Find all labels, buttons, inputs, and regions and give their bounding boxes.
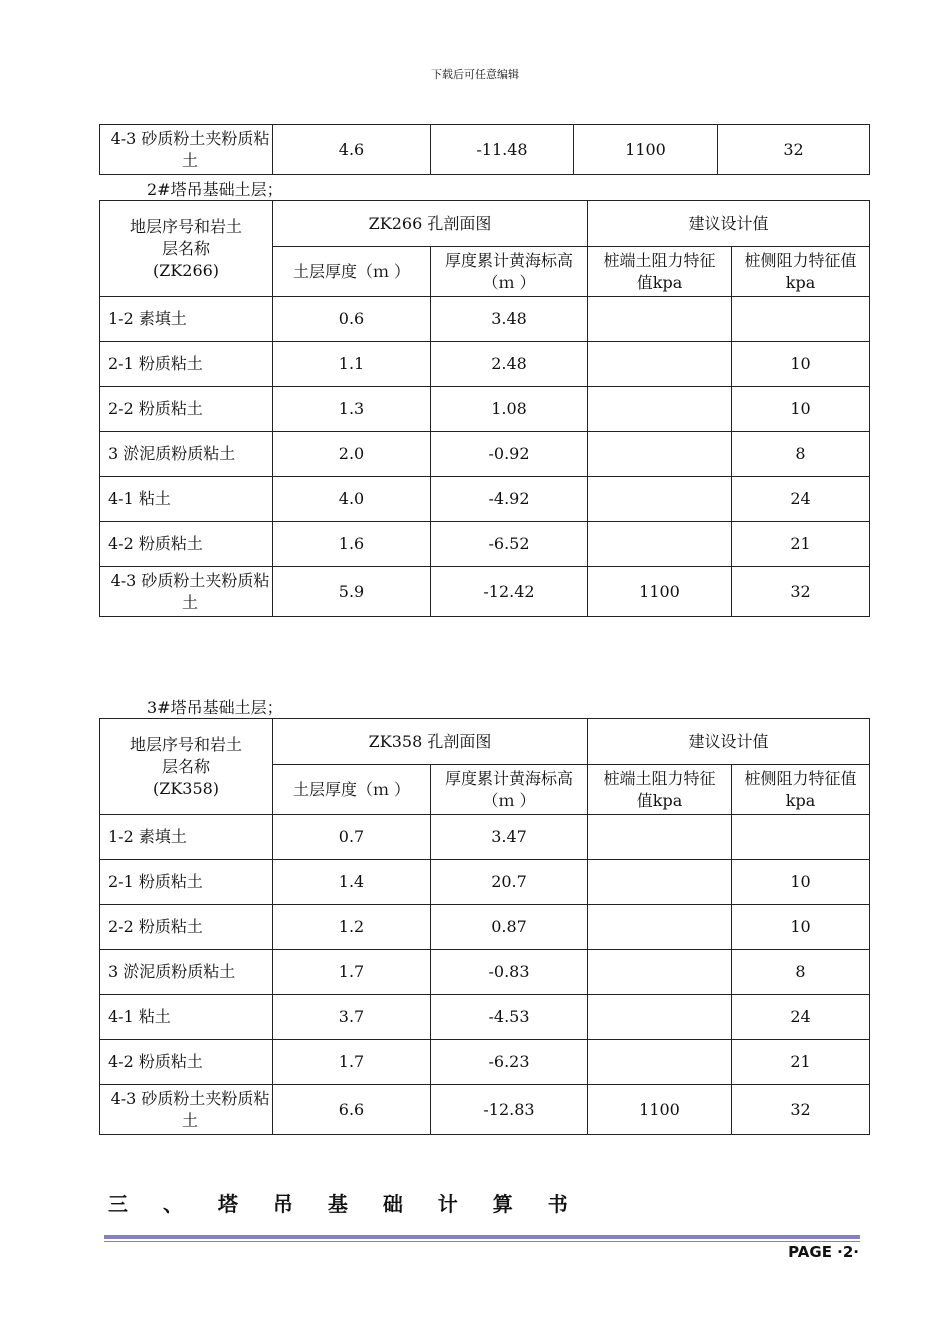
page-number: PAGE ·2· [788,1243,859,1261]
sub-head: 桩端土阻力特征值kpa [588,247,732,297]
table-row [100,477,870,522]
table-cell: 1-2 素填土 [100,815,273,860]
table-cell: -4.53 [431,995,588,1040]
table-row [100,297,870,342]
table-cell: 1.08 [431,387,588,432]
table-cell [588,477,732,522]
soil-table-2 [99,200,870,617]
table-cell: 24 [732,477,870,522]
table-cell: 10 [732,905,870,950]
table-cell: 4.0 [273,477,431,522]
table-cell: 20.7 [431,860,588,905]
table-cell: 1100 [574,125,718,175]
table-cell [588,297,732,342]
table-cell: 3 淤泥质粉质粘土 [100,950,273,995]
table-row [100,950,870,995]
footer-rule-thin [104,1241,860,1242]
table-cell [588,995,732,1040]
top-table [99,124,870,175]
table-cell: 4-1 粘土 [100,477,273,522]
table-cell: 1100 [588,1085,732,1135]
col-head-profile: ZK358 孔剖面图 [273,719,588,765]
table-cell [588,860,732,905]
table-cell: 2-2 粉质粘土 [100,387,273,432]
table-cell [588,387,732,432]
table-row [100,342,870,387]
table-cell: 3.7 [273,995,431,1040]
table-cell: 10 [732,342,870,387]
table-cell: 4.6 [273,125,431,175]
table2-caption: 2#塔吊基础土层； [147,180,283,199]
table-cell: 4-3 砂质粉土夹粉质粘土 [100,125,273,175]
table-cell: 32 [718,125,870,175]
table-cell [588,905,732,950]
table-cell: 1.3 [273,387,431,432]
sub-head: 土层厚度（ｍ ） [273,247,431,297]
col-head-design: 建议设计值 [588,719,870,765]
table-cell: 0.87 [431,905,588,950]
table-cell: 8 [732,950,870,995]
table-cell: 32 [732,1085,870,1135]
soil-table-3 [99,718,870,1135]
table-cell: 1.2 [273,905,431,950]
table-cell: 2.48 [431,342,588,387]
table-cell: 21 [732,522,870,567]
table-row [100,387,870,432]
table-cell: -6.52 [431,522,588,567]
table-cell: 21 [732,1040,870,1085]
table-cell: -12.83 [431,1085,588,1135]
sub-head: 厚度累计黄海标高（ｍ ） [431,765,588,815]
table-cell: 0.7 [273,815,431,860]
col-head-layer: 地层序号和岩土层名称(ZK266) [100,201,273,297]
table-cell: 8 [732,432,870,477]
table-cell: 1100 [588,567,732,617]
table-cell: 3.47 [431,815,588,860]
table-cell [588,950,732,995]
table3-caption: 3#塔吊基础土层； [147,698,283,717]
table-row [100,1040,870,1085]
table-cell [588,1040,732,1085]
table-cell: 5.9 [273,567,431,617]
table-cell: -11.48 [431,125,574,175]
sub-head: 厚度累计黄海标高（ｍ ） [431,247,588,297]
table-cell: 6.6 [273,1085,431,1135]
table-cell [732,297,870,342]
table-cell: 10 [732,387,870,432]
table-cell: 4-1 粘土 [100,995,273,1040]
table-row [100,125,870,175]
table-cell: -6.23 [431,1040,588,1085]
table-cell [732,815,870,860]
table-cell: 2-2 粉质粘土 [100,905,273,950]
table-cell: 1-2 素填土 [100,297,273,342]
col-head-design: 建议设计值 [588,201,870,247]
section-title: 三 、 塔 吊 基 础 计 算 书 [108,1192,582,1216]
sub-head: 土层厚度（ｍ ） [273,765,431,815]
table-cell: 0.6 [273,297,431,342]
table-cell: 3 淤泥质粉质粘土 [100,432,273,477]
sub-head: 桩端土阻力特征值kpa [588,765,732,815]
table-cell: 3.48 [431,297,588,342]
table-row [100,567,870,617]
table-cell: 24 [732,995,870,1040]
col-head-profile: ZK266 孔剖面图 [273,201,588,247]
table-cell: 2-1 粉质粘土 [100,860,273,905]
table-row [100,1085,870,1135]
table-cell [588,815,732,860]
table-row [100,995,870,1040]
table-cell [588,522,732,567]
page-header: 下载后可任意编辑 [431,68,519,81]
table-cell: 10 [732,860,870,905]
table-cell: 2.0 [273,432,431,477]
table-cell: 32 [732,567,870,617]
table-cell: 1.7 [273,1040,431,1085]
table-row [100,905,870,950]
table-cell [588,432,732,477]
table-row [100,815,870,860]
table-cell: -4.92 [431,477,588,522]
sub-head: 桩侧阻力特征值kpa [732,765,870,815]
table-row [100,432,870,477]
table-cell: 4-3 砂质粉土夹粉质粘土 [100,1085,273,1135]
table-cell: 1.6 [273,522,431,567]
table-cell: 1.4 [273,860,431,905]
table-cell: 4-2 粉质粘土 [100,522,273,567]
table-cell: 4-2 粉质粘土 [100,1040,273,1085]
sub-head: 桩侧阻力特征值kpa [732,247,870,297]
table-row [100,860,870,905]
col-head-layer: 地层序号和岩土层名称(ZK358) [100,719,273,815]
table-cell: -0.92 [431,432,588,477]
table-cell: 2-1 粉质粘土 [100,342,273,387]
table-cell: 1.7 [273,950,431,995]
table-cell [588,342,732,387]
table-cell: 1.1 [273,342,431,387]
footer-rule [104,1235,860,1239]
table-cell: -0.83 [431,950,588,995]
table-cell: -12.42 [431,567,588,617]
table-cell: 4-3 砂质粉土夹粉质粘土 [100,567,273,617]
table-row [100,522,870,567]
